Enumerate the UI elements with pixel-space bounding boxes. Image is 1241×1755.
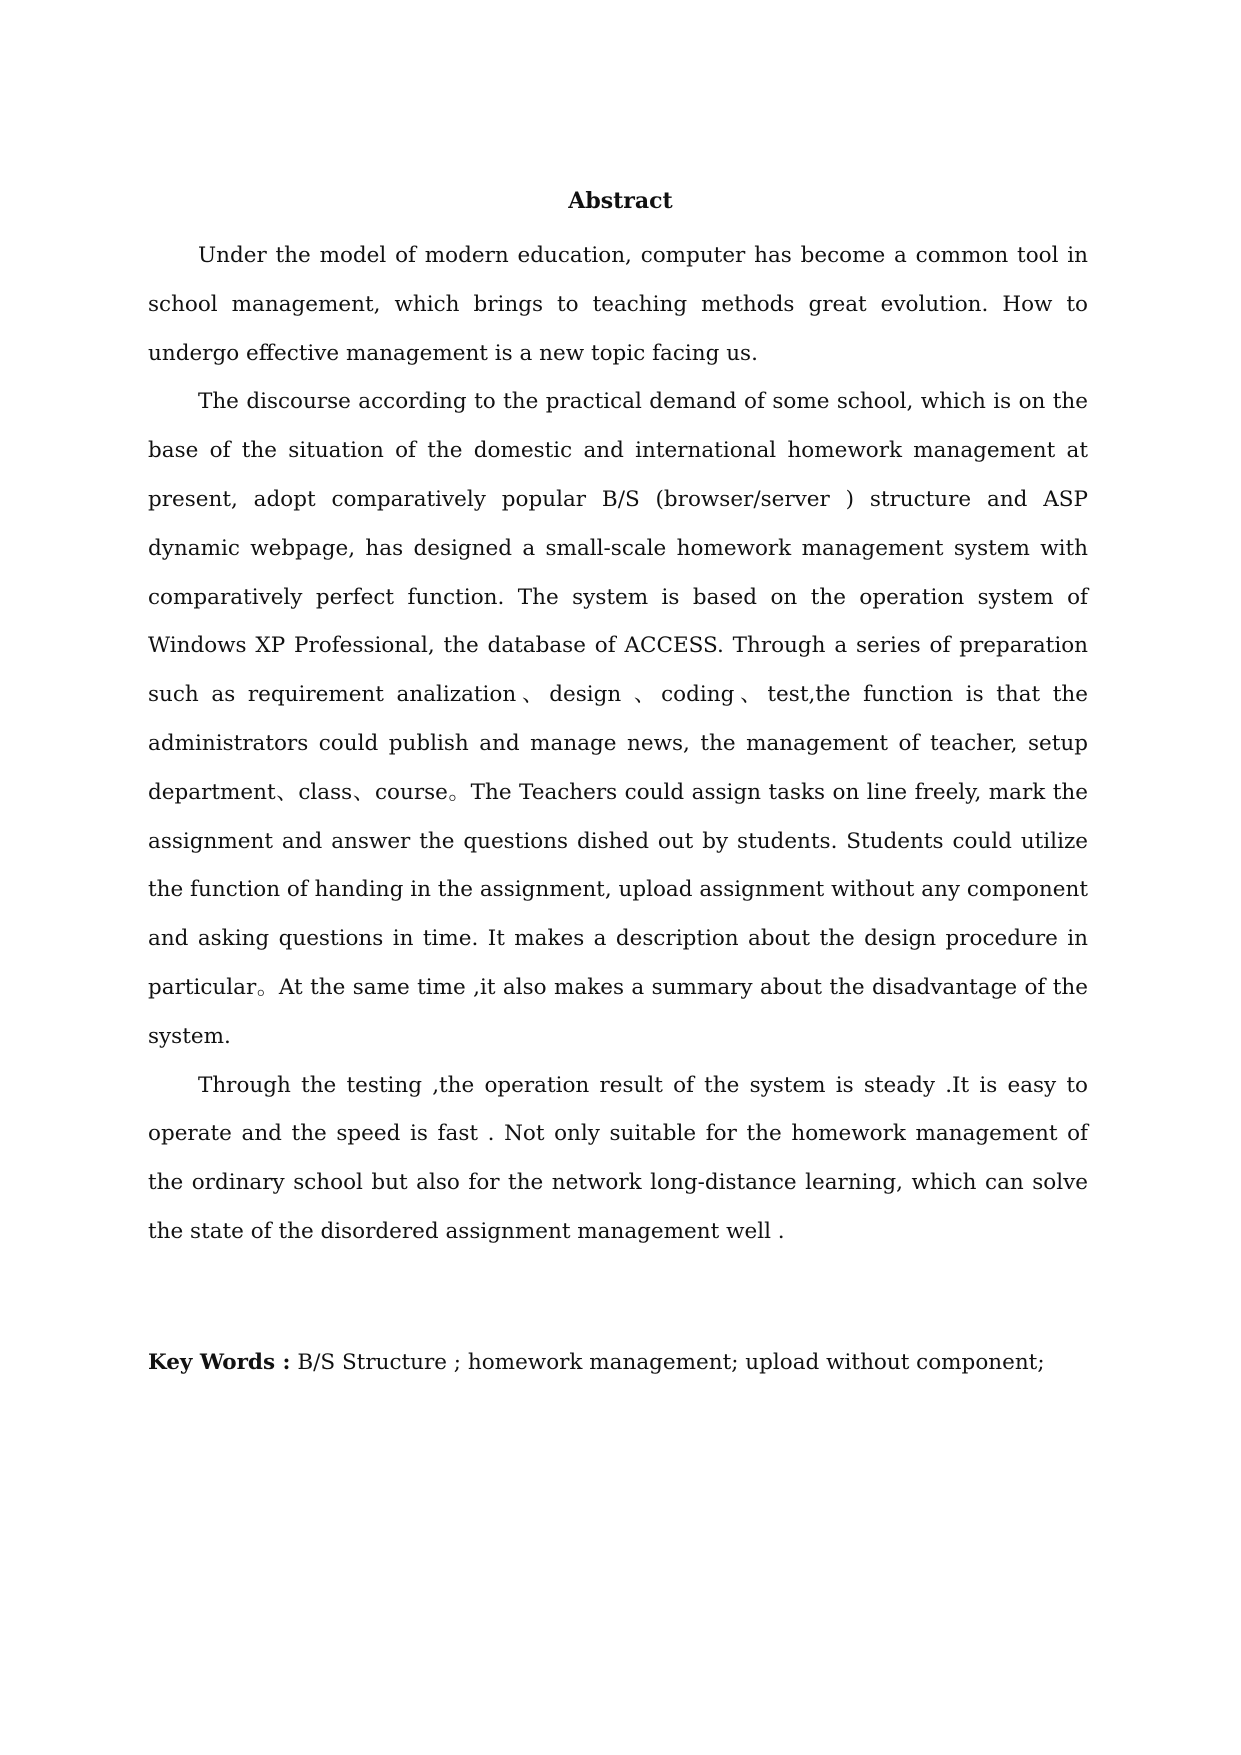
abstract-body bbox=[148, 232, 1088, 1257]
paragraph-3: Through the testing ,the operation result of the system is steady .It is easy to operate and the speed is fast . Not only suitable for the homework management of the ordinary school but also for the network long-distance learning, which can solve the state of the disordered assignment management well . bbox=[148, 1072, 1088, 1244]
paragraph-2: The discourse according to the practical demand of some school, which is on the base of the situation of the domestic and international homework management at present, adopt comparatively popular B/S (browser/server ) structure and ASP dynamic webpage, has designed a small-scale homework management system with comparatively perfect function. The system is based on the operation system of Windows XP Professional, the database of ACCESS. Through a series of preparation such as requirement analization、design 、coding、test,the function is that the administrators could publish and manage news, the management of teacher, setup department、class、course。The Teachers could assign tasks on line freely, mark the assignment and answer the questions dished out by students. Students could utilize the function of handing in the assignment, upload assignment without any component and asking questions in time. It makes a description about the design procedure in particular。At the same time ,it also makes a summary about the disadvantage of the system. bbox=[148, 389, 1088, 1049]
keywords-label: Key Words : bbox=[148, 1350, 291, 1375]
keywords-text: B/S Structure ; homework management; upload without component; bbox=[297, 1350, 1045, 1375]
abstract-title: Abstract bbox=[568, 188, 673, 214]
paragraph-1: Under the model of modern education, computer has become a common tool in school management, which brings to teaching methods great evolution. How to undergo effective management is a new topic facing us. bbox=[148, 243, 1088, 366]
keywords-line bbox=[148, 1348, 1128, 1378]
